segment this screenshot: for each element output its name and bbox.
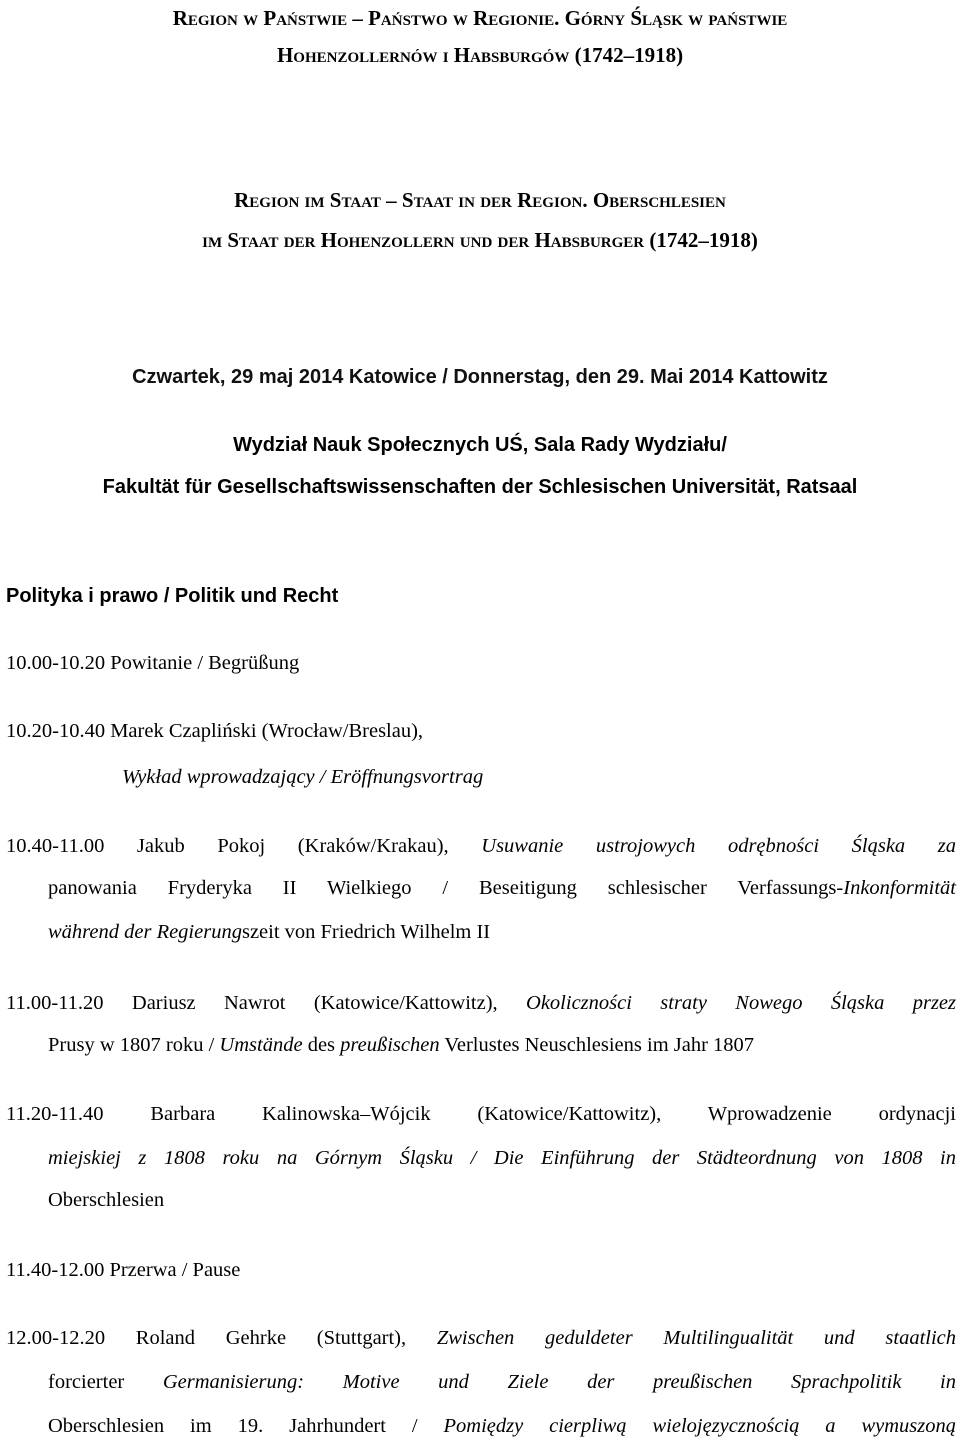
program-line xyxy=(48,1033,754,1057)
program-text: 11.00-11.20 Dariusz Nawrot (Katowice/Kattowitz), xyxy=(6,992,527,1014)
program-text: Verlustes Neuschlesiens im Jahr 1807 xyxy=(439,1034,755,1056)
program-line xyxy=(6,651,299,675)
venue-german: Fakultät für Gesellschaftswissenschaften der Schlesischen Universität, Ratsaal xyxy=(102,476,858,498)
title-german-line2: im Staat der Hohenzollern und der Habsburger (1742–1918) xyxy=(202,228,758,252)
program-line xyxy=(48,920,490,944)
program-text: 10.00-10.20 Powitanie / Begrüßung xyxy=(6,652,300,674)
italic-text: miejskiej z 1808 roku na Górnym Śląsku / Die Einführung der Städteordnung von 1808 in xyxy=(48,1147,956,1169)
program-text: szeit von Friedrich Wilhelm II xyxy=(241,921,491,943)
italic-text: Okoliczności straty Nowego Śląska przez xyxy=(526,992,956,1014)
program-text: 11.40-12.00 Przerwa / Pause xyxy=(6,1259,241,1281)
program-line xyxy=(6,1102,956,1126)
program-text: 11.20-11.40 Barbara Kalinowska–Wójcik (Katowice/Kattowitz), Wprowadzenie ordynacji xyxy=(6,1103,956,1125)
italic-text: Pomiędzy cierpliwą wielojęzycznością a wymuszoną xyxy=(443,1415,957,1437)
venue-polish: Wydział Nauk Społecznych UŚ, Sala Rady Wydziału/ xyxy=(233,434,727,456)
title-polish-line1: Region w Państwie – Państwo w Regionie. Górny Śląsk w państwie xyxy=(172,6,788,30)
program-text: Oberschlesien im 19. Jahrhundert / xyxy=(48,1415,444,1437)
program-text: forcierter xyxy=(48,1371,163,1393)
program-text: 10.40-11.00 Jakub Pokoj (Kraków/Krakau), xyxy=(6,835,482,857)
program-line xyxy=(6,991,956,1015)
program-line xyxy=(6,719,423,743)
title-german-line1: Region im Staat – Staat in der Region. Oberschlesien xyxy=(234,188,726,212)
italic-text: Usuwanie ustrojowych odrębności Śląska za xyxy=(481,835,957,857)
italic-text: Germanisierung: Motive und Ziele der preußischen Sprachpolitik in xyxy=(162,1371,957,1393)
italic-text: Wykład wprowadzający / Eröffnungsvortrag xyxy=(122,766,484,788)
italic-text: Zwischen geduldeter Multilingualität und staatlich xyxy=(436,1327,957,1349)
italic-text: Inkonformität xyxy=(843,877,956,899)
program-line xyxy=(6,1258,240,1282)
title-polish-line2: Hohenzollernów i Habsburgów (1742–1918) xyxy=(276,43,684,67)
program-text: des xyxy=(302,1034,341,1056)
program-text: 12.00-12.20 Roland Gehrke (Stuttgart), xyxy=(6,1327,437,1349)
program-text: Prusy w 1807 roku / xyxy=(48,1034,220,1056)
program-line xyxy=(48,1370,956,1394)
program-line xyxy=(48,1414,956,1438)
program-text: Oberschlesien xyxy=(48,1189,165,1211)
program-line xyxy=(48,1188,164,1212)
italic-text: während der Regierung xyxy=(48,921,242,943)
program-line xyxy=(122,765,483,789)
program-line xyxy=(6,834,956,858)
program-text: panowania Fryderyka II Wielkiego / Beseitigung schlesischer Verfassungs- xyxy=(48,877,844,899)
section-heading: Polityka i prawo / Politik und Recht xyxy=(6,585,339,607)
date-place: Czwartek, 29 maj 2014 Katowice / Donnerstag, den 29. Mai 2014 Kattowitz xyxy=(132,366,828,388)
program-line xyxy=(48,1146,956,1170)
program-line xyxy=(6,1326,956,1350)
program-line xyxy=(48,876,956,900)
italic-text: Umstände xyxy=(219,1034,303,1056)
program-text: 10.20-10.40 Marek Czapliński (Wrocław/Breslau), xyxy=(6,720,424,742)
italic-text: preußischen xyxy=(340,1034,440,1056)
